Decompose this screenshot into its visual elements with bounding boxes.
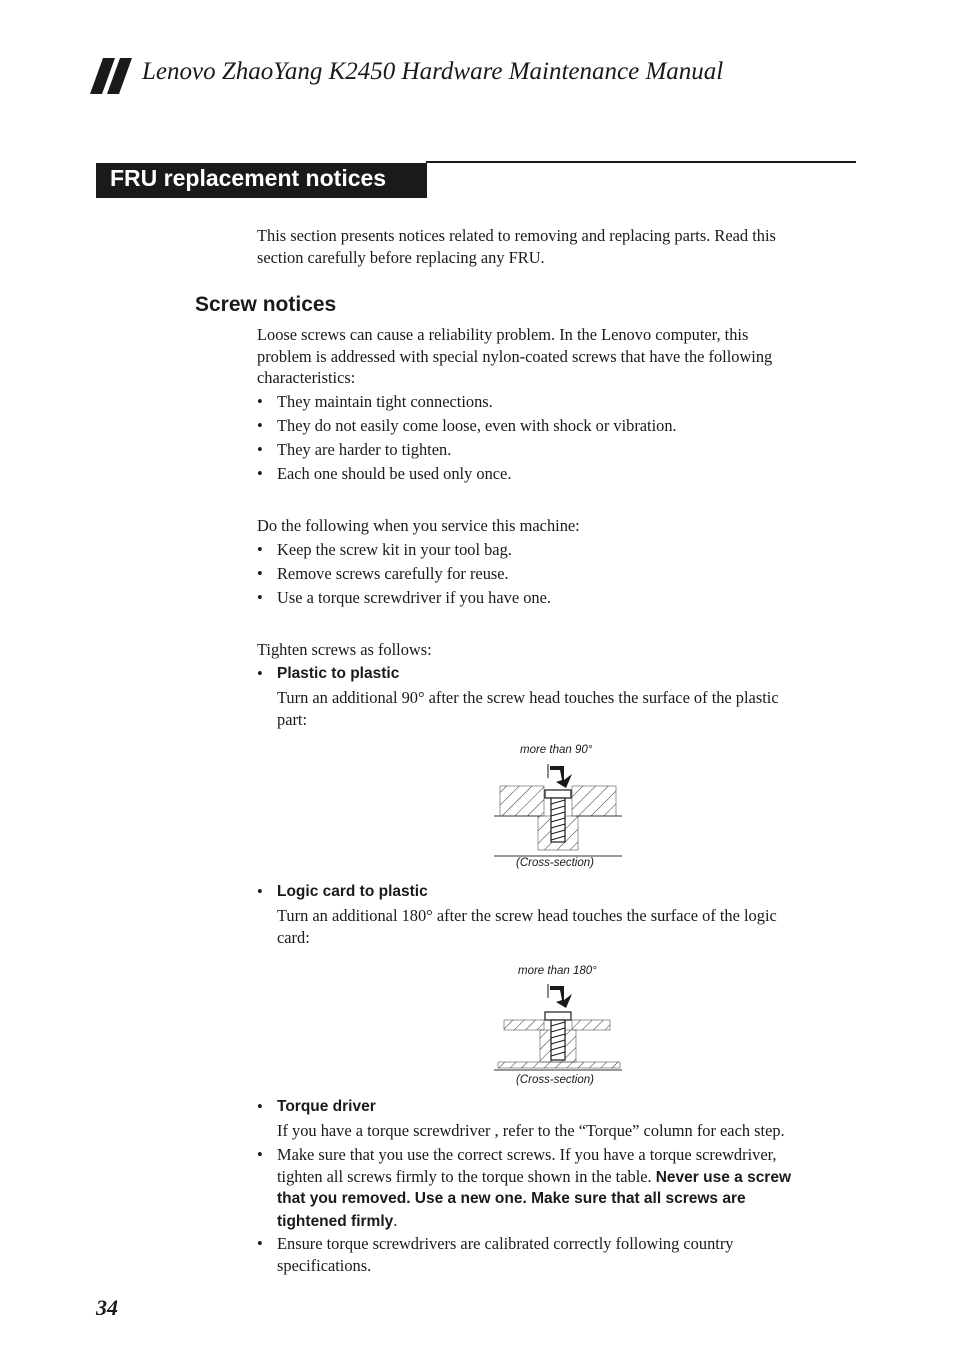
plastic-heading: Plastic to plastic <box>277 665 400 682</box>
manual-title: Lenovo ZhaoYang K2450 Hardware Maintenance Manual <box>142 58 724 85</box>
section-intro <box>257 225 857 268</box>
tighten-intro: Tighten screws as follows: <box>257 640 432 659</box>
figure-180-label: more than 180° <box>518 965 597 977</box>
page-number: 34 <box>96 1295 118 1320</box>
screw-intro <box>257 324 857 389</box>
logic-text: Turn an additional 180° after the screw head touches the surface of the logic card: <box>277 906 777 947</box>
intro-line: Loose screws can cause a reliability problem. In the Lenovo computer, this <box>257 325 749 344</box>
figure-180-caption: (Cross-section) <box>516 1074 594 1086</box>
intro-line: problem is addressed with special nylon-coated screws that have the following <box>257 346 773 366</box>
logic-heading: Logic card to plastic <box>277 883 428 900</box>
plastic-text: Turn an additional 90° after the screw head touches the surface of the plastic part: <box>277 688 779 729</box>
intro-line: characteristics: <box>257 368 356 387</box>
figure-90-caption: (Cross-section) <box>516 857 594 869</box>
torque-text: If you have a torque screwdriver , refer to the “Torque” column for each step. <box>277 1121 785 1140</box>
torque-heading: Torque driver <box>277 1098 376 1115</box>
section-title: FRU replacement notices <box>110 165 387 191</box>
screw-notices-title: Screw notices <box>195 293 337 316</box>
service-intro: Do the following when you service this machine: <box>257 516 580 535</box>
figure-90-label: more than 90° <box>520 744 593 756</box>
intro-line: This section presents notices related to removing and replacing parts. Read this <box>257 226 776 245</box>
intro-line: section carefully before replacing any FRU. <box>257 247 545 267</box>
screw-cross-section-90-diagram <box>494 760 626 865</box>
section-rule <box>426 161 856 163</box>
screw-cross-section-180-diagram <box>494 982 626 1079</box>
header-logo-slashes <box>90 58 136 99</box>
